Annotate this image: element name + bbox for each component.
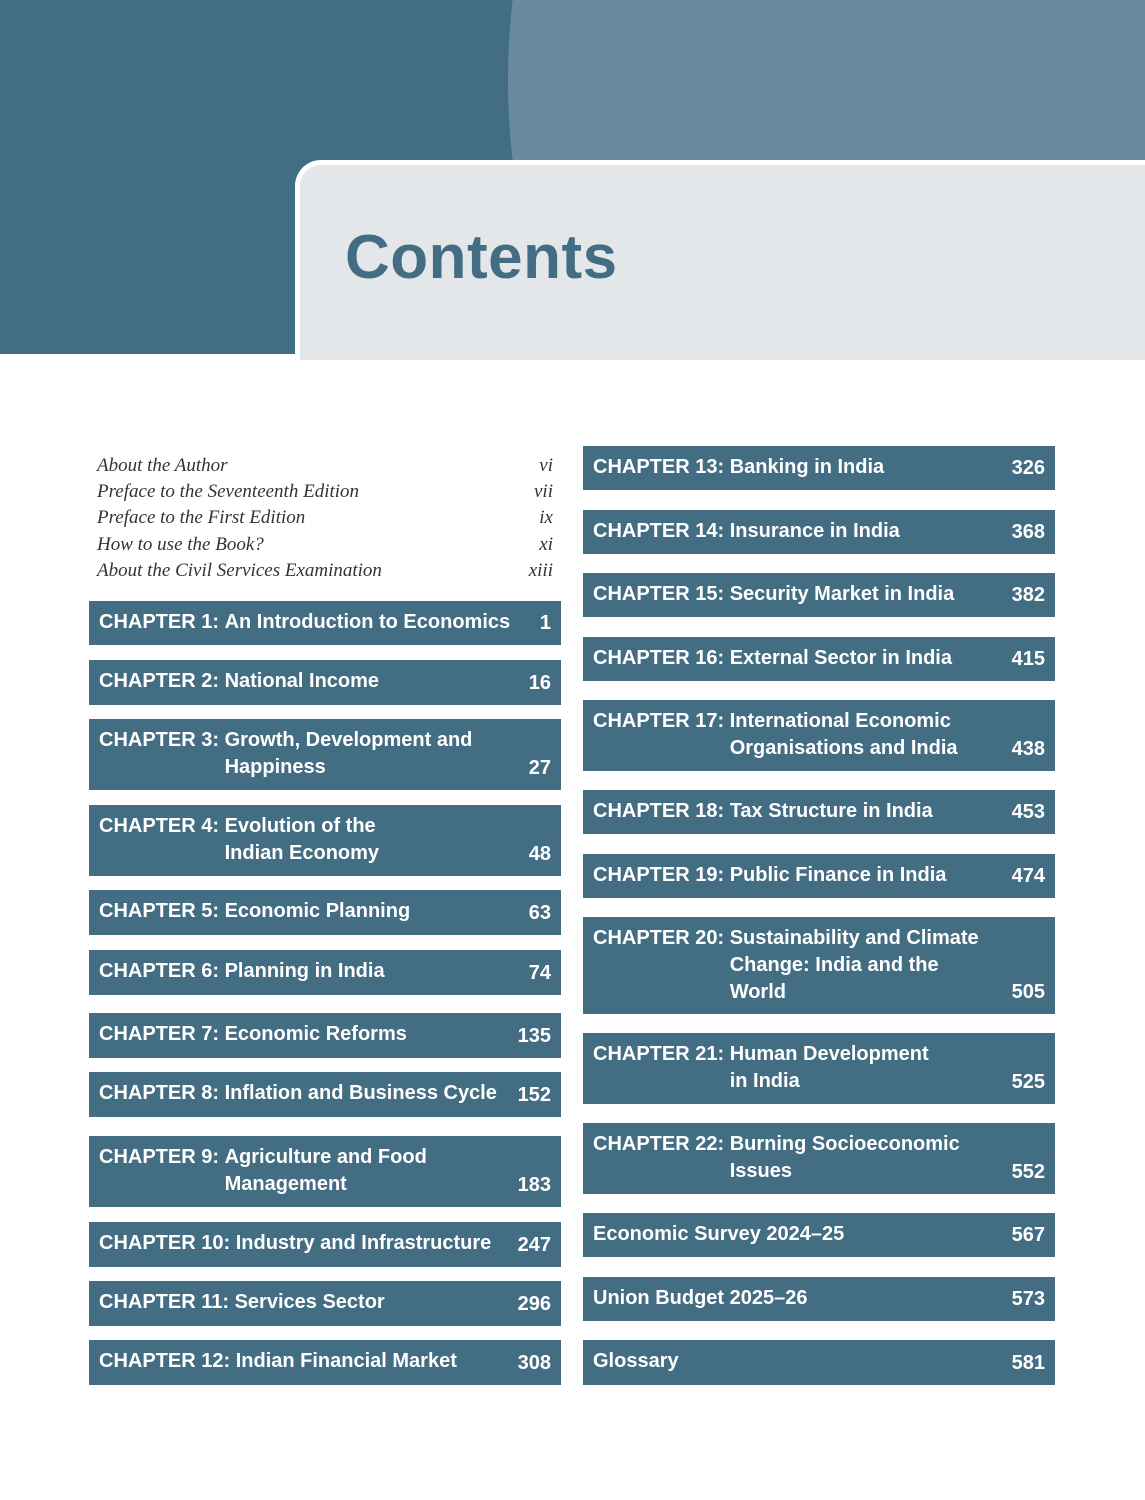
chapter-page: 63: [528, 902, 551, 924]
chapter-title: Indian Financial Market: [235, 1350, 457, 1372]
chapter-title: An Introduction to Economics: [224, 611, 511, 633]
front-matter-label: About the Civil Services Examination: [97, 559, 382, 581]
chapter-page: 183: [517, 1174, 551, 1196]
chapter-page: 573: [1011, 1288, 1045, 1310]
chapter-page: 296: [517, 1293, 551, 1315]
chapter-entry[interactable]: [89, 890, 561, 935]
chapter-title: Agriculture and Food Management: [224, 1146, 427, 1195]
chapter-number: CHAPTER 6:: [99, 960, 220, 982]
chapter-number: CHAPTER 5:: [99, 900, 220, 922]
chapter-title: Sustainability and Climate Change: India and the World: [729, 927, 979, 1003]
chapter-entry[interactable]: [583, 1213, 1055, 1257]
chapter-page: 581: [1011, 1352, 1045, 1374]
chapter-number: CHAPTER 9:: [99, 1146, 220, 1168]
front-matter-page: xi: [539, 533, 553, 555]
chapter-page: 567: [1011, 1224, 1045, 1246]
chapter-page: 74: [528, 962, 551, 984]
chapter-title: Growth, Development and Happiness: [224, 729, 473, 778]
front-matter-item[interactable]: [97, 558, 553, 584]
chapter-number: CHAPTER 3:: [99, 729, 220, 751]
chapter-title: Public Finance in India: [729, 864, 947, 886]
chapter-entry[interactable]: [583, 700, 1055, 771]
chapter-page: 505: [1011, 981, 1045, 1003]
chapter-entry[interactable]: [583, 1277, 1055, 1321]
chapter-number: CHAPTER 7:: [99, 1023, 220, 1045]
chapter-entry[interactable]: [89, 805, 561, 876]
chapter-title: Evolution of the Indian Economy: [224, 815, 380, 864]
chapter-page: 326: [1011, 457, 1045, 479]
front-matter-item[interactable]: [97, 479, 553, 505]
chapter-entry[interactable]: [583, 637, 1055, 681]
front-matter-label: About the Author: [97, 455, 228, 476]
chapter-page: 1: [539, 612, 551, 634]
chapter-entry[interactable]: [583, 917, 1055, 1014]
chapter-title: Human Development in India: [729, 1043, 929, 1092]
chapter-title: Services Sector: [234, 1291, 385, 1313]
front-matter-item[interactable]: [97, 532, 553, 558]
front-matter-page: xiii: [528, 559, 553, 581]
chapter-number: CHAPTER 11:: [99, 1291, 230, 1313]
chapter-title: Planning in India: [224, 960, 385, 982]
chapter-number: CHAPTER 19:: [593, 864, 725, 886]
front-matter-page: vii: [534, 481, 553, 503]
chapter-entry[interactable]: [89, 1222, 561, 1267]
chapter-page: 368: [1011, 521, 1045, 543]
chapter-entry[interactable]: [89, 1013, 561, 1058]
chapter-entry[interactable]: [89, 601, 561, 645]
chapter-page: 415: [1011, 648, 1045, 670]
chapter-page: 247: [517, 1234, 551, 1256]
chapter-number: CHAPTER 10:: [99, 1232, 231, 1254]
front-matter-label: Preface to the First Edition: [97, 507, 306, 529]
chapter-entry[interactable]: [583, 1340, 1055, 1385]
chapter-number: CHAPTER 12:: [99, 1350, 231, 1372]
chapter-page: 474: [1011, 865, 1045, 887]
chapter-page: 27: [528, 757, 551, 779]
chapter-entry[interactable]: [583, 790, 1055, 834]
chapter-entry[interactable]: [583, 1033, 1055, 1104]
chapter-page: 308: [517, 1352, 551, 1374]
chapter-entry[interactable]: [583, 1123, 1055, 1194]
chapter-entry[interactable]: [89, 719, 561, 790]
page-title: Contents: [345, 223, 618, 292]
chapter-page: 438: [1011, 738, 1045, 760]
chapter-page: 382: [1011, 584, 1045, 606]
chapter-number: CHAPTER 20:: [593, 927, 725, 949]
chapter-title: International Economic Organisations and India: [729, 710, 958, 759]
chapter-page: 453: [1011, 801, 1045, 823]
chapter-title: External Sector in India: [729, 647, 952, 669]
chapter-number: CHAPTER 16:: [593, 647, 725, 669]
chapter-number: CHAPTER 14:: [593, 520, 725, 542]
chapter-number: CHAPTER 1:: [99, 611, 220, 633]
front-matter-list: [97, 453, 553, 584]
chapter-entry[interactable]: [89, 1072, 561, 1117]
chapter-number: CHAPTER 22:: [593, 1133, 725, 1155]
chapter-page: 48: [528, 843, 551, 865]
chapter-title: National Income: [224, 670, 380, 692]
chapter-title: Inflation and Business Cycle: [224, 1082, 497, 1104]
chapter-entry[interactable]: [89, 660, 561, 705]
front-matter-item[interactable]: [97, 505, 553, 531]
chapter-entry[interactable]: [89, 950, 561, 995]
chapter-entry[interactable]: [89, 1340, 561, 1385]
chapter-entry[interactable]: [89, 1136, 561, 1207]
chapter-page: 525: [1011, 1071, 1045, 1093]
chapter-entry[interactable]: [89, 1281, 561, 1326]
chapter-number: CHAPTER 21:: [593, 1043, 725, 1065]
chapter-page: 552: [1011, 1161, 1045, 1183]
chapter-number: CHAPTER 13:: [593, 456, 725, 478]
front-matter-label: Preface to the Seventeenth Edition: [97, 481, 360, 503]
chapter-title: Burning Socioeconomic Issues: [729, 1133, 960, 1182]
section-title: Economic Survey 2024–25: [593, 1223, 845, 1245]
chapter-number: CHAPTER 4:: [99, 815, 220, 837]
chapter-entry[interactable]: [583, 573, 1055, 617]
front-matter-page: vi: [539, 455, 553, 476]
chapter-number: CHAPTER 15:: [593, 583, 725, 605]
chapter-number: CHAPTER 8:: [99, 1082, 220, 1104]
chapter-number: CHAPTER 18:: [593, 800, 725, 822]
section-title: Union Budget 2025–26: [593, 1287, 808, 1309]
front-matter-label: How to use the Book?: [97, 533, 264, 555]
chapter-number: CHAPTER 17:: [593, 710, 725, 732]
chapter-title: Tax Structure in India: [729, 800, 933, 822]
chapter-page: 152: [517, 1084, 551, 1106]
chapter-title: Economic Planning: [224, 900, 411, 922]
chapter-number: CHAPTER 2:: [99, 670, 220, 692]
chapter-entry[interactable]: [583, 510, 1055, 554]
section-title: Glossary: [593, 1350, 679, 1372]
chapter-title: Insurance in India: [729, 520, 900, 542]
chapter-page: 135: [517, 1025, 551, 1047]
chapter-page: 16: [528, 672, 551, 694]
front-matter-page: ix: [539, 507, 553, 529]
chapter-title: Economic Reforms: [224, 1023, 407, 1045]
chapter-entry[interactable]: [583, 854, 1055, 898]
chapter-title: Security Market in India: [729, 583, 955, 605]
front-matter-item[interactable]: [97, 453, 553, 479]
chapter-title: Banking in India: [729, 456, 885, 478]
chapter-entry[interactable]: [583, 446, 1055, 490]
chapter-title: Industry and Infrastructure: [235, 1232, 492, 1254]
